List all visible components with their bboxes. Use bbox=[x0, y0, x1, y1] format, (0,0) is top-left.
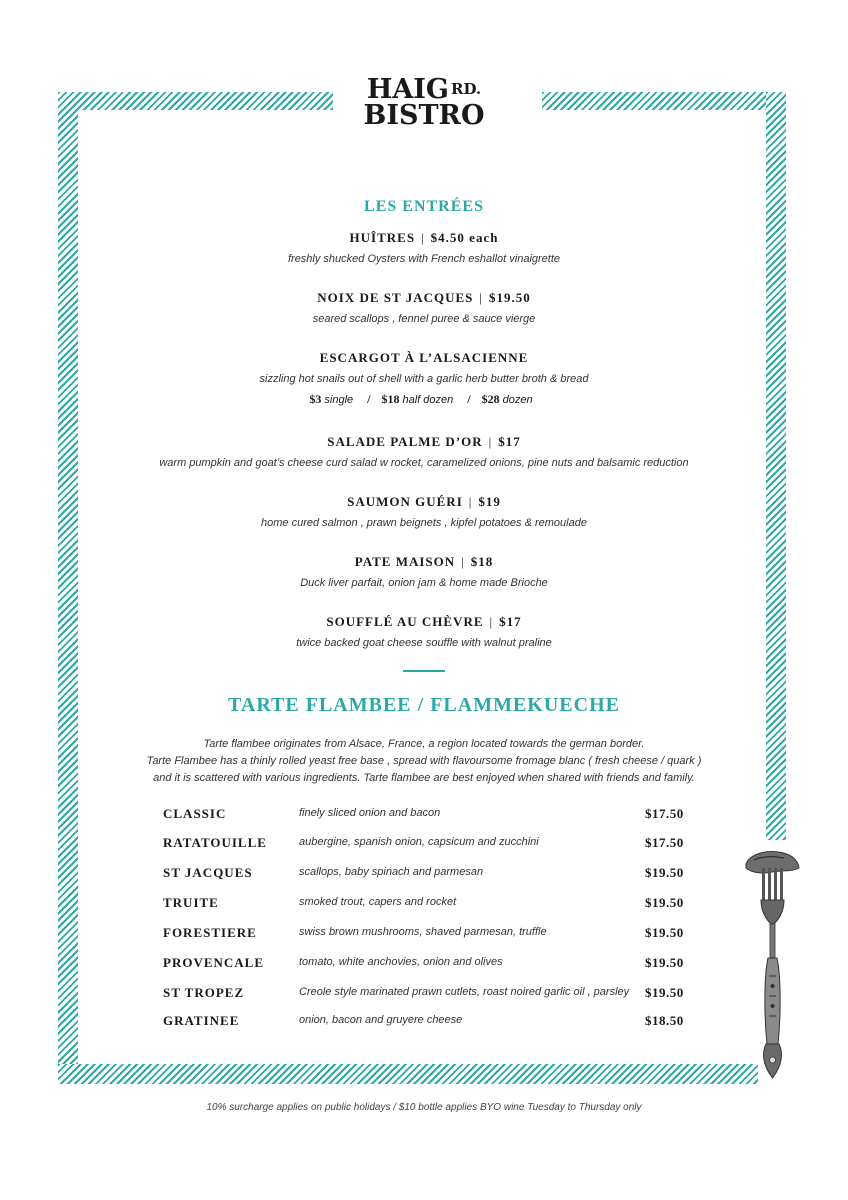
tarte-price: $17.50 bbox=[645, 806, 684, 821]
item-description: seared scallops , fennel puree & sauce vierge bbox=[312, 313, 536, 325]
tarte-row bbox=[0, 1013, 848, 1033]
item-price: $19 bbox=[478, 494, 501, 509]
item-name: NOIX DE ST JACQUES bbox=[317, 290, 474, 305]
item-name: SOUFFLÉ AU CHÈVRE bbox=[326, 614, 484, 629]
item-name: ESCARGOT À L’ALSACIENNE bbox=[319, 350, 529, 365]
item-price: $19.50 bbox=[488, 290, 531, 305]
tarte-description: onion, bacon and gruyere cheese bbox=[299, 1014, 463, 1026]
logo-rd: RD. bbox=[450, 80, 482, 98]
tarte-description: tomato, white anchovies, onion and olives bbox=[299, 956, 503, 968]
tarte-price: $18.50 bbox=[645, 1013, 684, 1028]
tarte-row bbox=[0, 895, 848, 915]
item-price-options: $3 single / $18 half dozen / $28 dozen bbox=[309, 392, 533, 406]
item-description: Duck liver parfait, onion jam & home made Brioche bbox=[300, 577, 548, 589]
price-unit: single bbox=[324, 394, 354, 406]
footer-note: 10% surcharge applies on public holidays / $10 bottle applies BYO wine Tuesday to Thursday only bbox=[206, 1102, 642, 1113]
tarte-title: TARTE FLAMBEE / FLAMMEKUECHE bbox=[228, 694, 620, 716]
intro-line: Tarte flambee originates from Alsace, France, a region located towards the german border. bbox=[203, 738, 645, 750]
frame-stripe-bottom bbox=[58, 1064, 758, 1084]
price-unit: dozen bbox=[502, 394, 533, 406]
menu-item: HUÎTRES | $4.50 each freshly shucked Oysters with French eshallot vinaigrette bbox=[80, 230, 768, 265]
tarte-description: finely sliced onion and bacon bbox=[299, 807, 441, 819]
tarte-name: CLASSIC bbox=[163, 806, 227, 821]
tarte-price: $19.50 bbox=[645, 985, 684, 1000]
intro-line: Tarte Flambee has a thinly rolled yeast free base , spread with flavoursome fromage blanc ( fresh cheese / quark ) bbox=[146, 755, 702, 767]
item-price: $17 bbox=[498, 434, 521, 449]
tarte-name: TRUITE bbox=[163, 895, 219, 910]
tarte-row bbox=[0, 985, 848, 1005]
tarte-price: $19.50 bbox=[645, 865, 684, 880]
tarte-price: $17.50 bbox=[645, 835, 684, 850]
item-description: home cured salmon , prawn beignets , kipfel potatoes & remoulade bbox=[261, 517, 587, 529]
tarte-name: FORESTIERE bbox=[163, 925, 257, 940]
item-name: HUÎTRES bbox=[349, 230, 416, 245]
tarte-name: ST JACQUES bbox=[163, 865, 253, 880]
price-single: $3 bbox=[309, 392, 322, 406]
logo-haig: HAIG bbox=[366, 74, 449, 105]
tarte-row bbox=[0, 806, 848, 826]
tarte-name: GRATINEE bbox=[163, 1013, 240, 1028]
item-price: $17 bbox=[499, 614, 522, 629]
price-half-dozen: $18 bbox=[381, 392, 400, 406]
tarte-description: aubergine, spanish onion, capsicum and zucchini bbox=[299, 836, 539, 848]
price-unit: half dozen bbox=[402, 394, 454, 406]
tarte-intro bbox=[80, 736, 768, 787]
tarte-description: Creole style marinated prawn cutlets, roast noired garlic oil , parsley bbox=[299, 986, 630, 998]
item-description: freshly shucked Oysters with French eshallot vinaigrette bbox=[287, 253, 561, 265]
tarte-description: scallops, baby spinach and parmesan bbox=[299, 866, 484, 878]
section-divider bbox=[403, 670, 445, 672]
menu-item: SALADE PALME D’OR | $17 warm pumpkin and goat’s cheese curd salad w rocket, caramelized onions, pine nuts and balsamic reduction bbox=[80, 434, 768, 469]
item-name: SAUMON GUÉRI bbox=[347, 494, 463, 509]
intro-line: and it is scattered with various ingredients. Tarte flambee are best enjoyed when shared with friends and family. bbox=[153, 772, 695, 784]
menu-item: SAUMON GUÉRI | $19 home cured salmon , prawn beignets , kipfel potatoes & remoulade bbox=[80, 494, 768, 529]
tarte-description: swiss brown mushrooms, shaved parmesan, truffle bbox=[299, 926, 547, 938]
tarte-row bbox=[0, 835, 848, 855]
menu-item: PATE MAISON | $18 Duck liver parfait, onion jam & home made Brioche bbox=[80, 554, 768, 589]
tarte-description: smoked trout, capers and rocket bbox=[299, 896, 457, 908]
frame-stripe-right bbox=[766, 92, 786, 840]
price-dozen: $28 bbox=[481, 392, 500, 406]
tarte-price: $19.50 bbox=[645, 925, 684, 940]
entrees-title: LES ENTRÉES bbox=[364, 198, 484, 215]
tarte-price: $19.50 bbox=[645, 955, 684, 970]
tarte-row bbox=[0, 865, 848, 885]
item-description: warm pumpkin and goat’s cheese curd salad w rocket, caramelized onions, pine nuts and balsamic reduction bbox=[159, 457, 689, 469]
tarte-row bbox=[0, 925, 848, 945]
item-name: SALADE PALME D’OR bbox=[327, 434, 483, 449]
item-description: sizzling hot snails out of shell with a garlic herb butter broth & bread bbox=[259, 373, 589, 385]
menu-item: SOUFFLÉ AU CHÈVRE | $17 twice backed goat cheese souffle with walnut praline bbox=[80, 614, 768, 649]
tarte-name: PROVENCALE bbox=[163, 955, 265, 970]
menu-item bbox=[80, 350, 768, 407]
fork-icon bbox=[742, 846, 802, 1082]
item-price: $4.50 each bbox=[430, 230, 499, 245]
menu-item: NOIX DE ST JACQUES | $19.50 seared scallops , fennel puree & sauce vierge bbox=[80, 290, 768, 325]
logo-bistro: BISTRO bbox=[363, 100, 485, 131]
item-description: twice backed goat cheese souffle with walnut praline bbox=[296, 637, 552, 649]
tarte-row bbox=[0, 955, 848, 975]
tarte-name: RATATOUILLE bbox=[163, 835, 267, 850]
item-name: PATE MAISON bbox=[354, 554, 456, 569]
tarte-name: ST TROPEZ bbox=[163, 985, 245, 1000]
item-price: $18 bbox=[470, 554, 494, 569]
tarte-price: $19.50 bbox=[645, 895, 684, 910]
